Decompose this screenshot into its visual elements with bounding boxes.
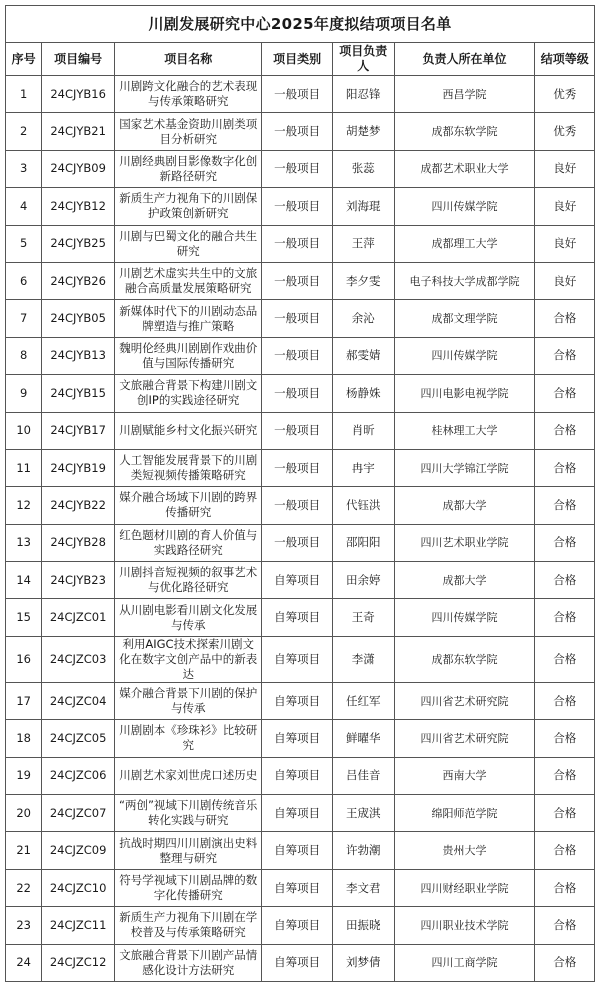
cell-grade: 合格 xyxy=(535,832,595,869)
cell-leader: 邵阳阳 xyxy=(332,524,394,561)
table-row xyxy=(6,150,595,187)
cell-leader: 杨静姝 xyxy=(332,375,394,412)
cell-no: 23 xyxy=(6,907,42,944)
table-row xyxy=(6,795,595,832)
cell-category: 一般项目 xyxy=(262,487,332,524)
table-row xyxy=(6,832,595,869)
cell-no: 24 xyxy=(6,944,42,981)
cell-leader: 郝雯婧 xyxy=(332,337,394,374)
cell-name: “两创”视域下川剧传统音乐转化实践与研究 xyxy=(114,795,262,832)
cell-code: 24CJYB05 xyxy=(42,300,115,337)
cell-code: 24CJZC03 xyxy=(42,636,115,682)
cell-category: 一般项目 xyxy=(262,337,332,374)
header-leader: 项目负责人 xyxy=(332,43,394,76)
table-row xyxy=(6,907,595,944)
table-row xyxy=(6,682,595,719)
cell-leader: 余沁 xyxy=(332,300,394,337)
cell-code: 24CJZC10 xyxy=(42,869,115,906)
cell-grade: 良好 xyxy=(535,262,595,299)
cell-leader: 任红军 xyxy=(332,682,394,719)
cell-grade: 良好 xyxy=(535,225,595,262)
cell-leader: 王宬淇 xyxy=(332,795,394,832)
cell-grade: 合格 xyxy=(535,869,595,906)
cell-category: 一般项目 xyxy=(262,524,332,561)
cell-category: 自筹项目 xyxy=(262,636,332,682)
table-row xyxy=(6,487,595,524)
cell-category: 自筹项目 xyxy=(262,562,332,599)
document-page xyxy=(5,5,595,982)
cell-no: 4 xyxy=(6,188,42,225)
table-row xyxy=(6,757,595,794)
cell-name: 川剧抖音短视频的叙事艺术与优化路径研究 xyxy=(114,562,262,599)
header-no: 序号 xyxy=(6,43,42,76)
cell-category: 一般项目 xyxy=(262,412,332,449)
cell-leader: 刘海琨 xyxy=(332,188,394,225)
cell-unit: 四川艺术职业学院 xyxy=(394,524,535,561)
cell-grade: 良好 xyxy=(535,150,595,187)
table-row xyxy=(6,262,595,299)
cell-name: 新质生产力视角下的川剧保护政策创新研究 xyxy=(114,188,262,225)
table-row xyxy=(6,562,595,599)
cell-category: 一般项目 xyxy=(262,300,332,337)
cell-category: 一般项目 xyxy=(262,113,332,150)
table-row xyxy=(6,225,595,262)
cell-grade: 合格 xyxy=(535,720,595,757)
cell-no: 7 xyxy=(6,300,42,337)
cell-grade: 合格 xyxy=(535,524,595,561)
cell-grade: 良好 xyxy=(535,188,595,225)
cell-no: 6 xyxy=(6,262,42,299)
cell-no: 14 xyxy=(6,562,42,599)
cell-unit: 成都文理学院 xyxy=(394,300,535,337)
cell-no: 19 xyxy=(6,757,42,794)
cell-no: 2 xyxy=(6,113,42,150)
cell-code: 24CJYB28 xyxy=(42,524,115,561)
cell-unit: 四川省艺术研究院 xyxy=(394,720,535,757)
cell-category: 一般项目 xyxy=(262,188,332,225)
cell-name: 川剧艺术虚实共生中的文旅融合高质量发展策略研究 xyxy=(114,262,262,299)
cell-grade: 合格 xyxy=(535,907,595,944)
cell-name: 川剧与巴蜀文化的融合共生研究 xyxy=(114,225,262,262)
cell-unit: 四川大学锦江学院 xyxy=(394,449,535,486)
cell-grade: 合格 xyxy=(535,757,595,794)
cell-no: 11 xyxy=(6,449,42,486)
title-row xyxy=(6,6,595,43)
cell-code: 24CJZC11 xyxy=(42,907,115,944)
cell-no: 13 xyxy=(6,524,42,561)
cell-unit: 四川电影电视学院 xyxy=(394,375,535,412)
cell-leader: 王萍 xyxy=(332,225,394,262)
cell-code: 24CJYB26 xyxy=(42,262,115,299)
cell-grade: 合格 xyxy=(535,487,595,524)
cell-grade: 合格 xyxy=(535,449,595,486)
cell-name: 川剧赋能乡村文化振兴研究 xyxy=(114,412,262,449)
cell-code: 24CJYB23 xyxy=(42,562,115,599)
cell-code: 24CJYB17 xyxy=(42,412,115,449)
cell-category: 自筹项目 xyxy=(262,907,332,944)
cell-unit: 四川财经职业学院 xyxy=(394,869,535,906)
cell-grade: 合格 xyxy=(535,636,595,682)
cell-unit: 电子科技大学成都学院 xyxy=(394,262,535,299)
cell-category: 一般项目 xyxy=(262,76,332,113)
cell-name: 媒介融合场域下川剧的跨界传播研究 xyxy=(114,487,262,524)
cell-unit: 桂林理工大学 xyxy=(394,412,535,449)
cell-name: 魏明伦经典川剧剧作戏曲价值与国际传播研究 xyxy=(114,337,262,374)
cell-grade: 合格 xyxy=(535,795,595,832)
cell-grade: 合格 xyxy=(535,300,595,337)
header-grade: 结项等级 xyxy=(535,43,595,76)
cell-leader: 阳忍锋 xyxy=(332,76,394,113)
cell-code: 24CJYB15 xyxy=(42,375,115,412)
cell-no: 1 xyxy=(6,76,42,113)
cell-category: 自筹项目 xyxy=(262,869,332,906)
cell-name: 抗战时期四川川剧演出史料整理与研究 xyxy=(114,832,262,869)
header-code: 项目编号 xyxy=(42,43,115,76)
cell-grade: 合格 xyxy=(535,375,595,412)
cell-name: 媒介融合背景下川剧的保护与传承 xyxy=(114,682,262,719)
cell-grade: 合格 xyxy=(535,599,595,636)
cell-name: 川剧艺术家刘世虎口述历史 xyxy=(114,757,262,794)
cell-code: 24CJZC12 xyxy=(42,944,115,981)
cell-unit: 成都艺术职业大学 xyxy=(394,150,535,187)
cell-leader: 李潇 xyxy=(332,636,394,682)
cell-leader: 鲜曜华 xyxy=(332,720,394,757)
cell-name: 文旅融合背景下构建川剧文创IP的实践途径研究 xyxy=(114,375,262,412)
cell-code: 24CJZC01 xyxy=(42,599,115,636)
cell-leader: 王奇 xyxy=(332,599,394,636)
cell-name: 川剧跨文化融合的艺术表现与传承策略研究 xyxy=(114,76,262,113)
cell-unit: 四川工商学院 xyxy=(394,944,535,981)
cell-code: 24CJZC06 xyxy=(42,757,115,794)
cell-grade: 合格 xyxy=(535,412,595,449)
cell-no: 12 xyxy=(6,487,42,524)
cell-no: 10 xyxy=(6,412,42,449)
cell-category: 一般项目 xyxy=(262,375,332,412)
cell-unit: 四川省艺术研究院 xyxy=(394,682,535,719)
cell-category: 一般项目 xyxy=(262,225,332,262)
table-row xyxy=(6,113,595,150)
cell-grade: 合格 xyxy=(535,562,595,599)
project-list-table xyxy=(5,5,595,982)
table-row xyxy=(6,524,595,561)
cell-category: 一般项目 xyxy=(262,150,332,187)
cell-grade: 优秀 xyxy=(535,76,595,113)
table-row xyxy=(6,449,595,486)
cell-no: 17 xyxy=(6,682,42,719)
cell-grade: 合格 xyxy=(535,682,595,719)
cell-grade: 优秀 xyxy=(535,113,595,150)
cell-category: 自筹项目 xyxy=(262,682,332,719)
cell-leader: 张蕊 xyxy=(332,150,394,187)
cell-name: 新媒体时代下的川剧动态品牌塑造与推广策略 xyxy=(114,300,262,337)
cell-no: 22 xyxy=(6,869,42,906)
cell-category: 一般项目 xyxy=(262,262,332,299)
cell-code: 24CJYB25 xyxy=(42,225,115,262)
cell-unit: 四川传媒学院 xyxy=(394,337,535,374)
cell-leader: 刘梦倩 xyxy=(332,944,394,981)
cell-name: 人工智能发展背景下的川剧类短视频传播策略研究 xyxy=(114,449,262,486)
cell-unit: 成都理工大学 xyxy=(394,225,535,262)
cell-name: 新质生产力视角下川剧在学校普及与传承策略研究 xyxy=(114,907,262,944)
cell-unit: 四川职业技术学院 xyxy=(394,907,535,944)
cell-code: 24CJYB16 xyxy=(42,76,115,113)
cell-leader: 冉宇 xyxy=(332,449,394,486)
cell-name: 川剧剧本《珍珠衫》比较研究 xyxy=(114,720,262,757)
cell-code: 24CJZC09 xyxy=(42,832,115,869)
cell-no: 5 xyxy=(6,225,42,262)
cell-unit: 成都大学 xyxy=(394,487,535,524)
cell-leader: 胡楚梦 xyxy=(332,113,394,150)
cell-unit: 四川传媒学院 xyxy=(394,599,535,636)
cell-code: 24CJZC04 xyxy=(42,682,115,719)
header-row xyxy=(6,43,595,76)
cell-unit: 成都东软学院 xyxy=(394,113,535,150)
cell-no: 15 xyxy=(6,599,42,636)
cell-leader: 田振晓 xyxy=(332,907,394,944)
cell-code: 24CJYB21 xyxy=(42,113,115,150)
table-row xyxy=(6,76,595,113)
cell-no: 20 xyxy=(6,795,42,832)
table-row xyxy=(6,412,595,449)
cell-leader: 李夕雯 xyxy=(332,262,394,299)
cell-no: 3 xyxy=(6,150,42,187)
header-unit: 负责人所在单位 xyxy=(394,43,535,76)
cell-unit: 成都大学 xyxy=(394,562,535,599)
cell-leader: 田余婷 xyxy=(332,562,394,599)
cell-unit: 绵阳师范学院 xyxy=(394,795,535,832)
cell-leader: 肖昕 xyxy=(332,412,394,449)
header-category: 项目类别 xyxy=(262,43,332,76)
cell-name: 国家艺术基金资助川剧类项目分析研究 xyxy=(114,113,262,150)
cell-code: 24CJYB13 xyxy=(42,337,115,374)
cell-unit: 西昌学院 xyxy=(394,76,535,113)
cell-name: 利用AIGC技术探索川剧文化在数字文创产品中的新表达 xyxy=(114,636,262,682)
cell-category: 自筹项目 xyxy=(262,720,332,757)
cell-code: 24CJZC07 xyxy=(42,795,115,832)
cell-name: 符号学视域下川剧品牌的数字化传播研究 xyxy=(114,869,262,906)
cell-category: 自筹项目 xyxy=(262,757,332,794)
table-title: 川剧发展研究中心2025年度拟结项项目名单 xyxy=(6,6,595,43)
table-row xyxy=(6,944,595,981)
table-row xyxy=(6,375,595,412)
cell-category: 自筹项目 xyxy=(262,599,332,636)
cell-name: 文旅融合背景下川剧产品情感化设计方法研究 xyxy=(114,944,262,981)
cell-grade: 合格 xyxy=(535,944,595,981)
table-row xyxy=(6,599,595,636)
cell-leader: 许勃潮 xyxy=(332,832,394,869)
cell-no: 18 xyxy=(6,720,42,757)
table-row xyxy=(6,188,595,225)
cell-leader: 代钰洪 xyxy=(332,487,394,524)
header-name: 项目名称 xyxy=(114,43,262,76)
cell-code: 24CJYB22 xyxy=(42,487,115,524)
table-row xyxy=(6,300,595,337)
cell-no: 9 xyxy=(6,375,42,412)
cell-category: 自筹项目 xyxy=(262,795,332,832)
cell-no: 21 xyxy=(6,832,42,869)
table-row xyxy=(6,337,595,374)
cell-unit: 四川传媒学院 xyxy=(394,188,535,225)
cell-no: 8 xyxy=(6,337,42,374)
table-row xyxy=(6,869,595,906)
cell-unit: 西南大学 xyxy=(394,757,535,794)
cell-unit: 贵州大学 xyxy=(394,832,535,869)
cell-category: 自筹项目 xyxy=(262,944,332,981)
cell-no: 16 xyxy=(6,636,42,682)
cell-name: 红色题材川剧的育人价值与实践路径研究 xyxy=(114,524,262,561)
table-body xyxy=(6,76,595,982)
cell-grade: 合格 xyxy=(535,337,595,374)
table-row xyxy=(6,720,595,757)
cell-name: 川剧经典剧目影像数字化创新路径研究 xyxy=(114,150,262,187)
cell-name: 从川剧电影看川剧文化发展与传承 xyxy=(114,599,262,636)
cell-leader: 李文君 xyxy=(332,869,394,906)
cell-category: 一般项目 xyxy=(262,449,332,486)
cell-code: 24CJYB09 xyxy=(42,150,115,187)
cell-unit: 成都东软学院 xyxy=(394,636,535,682)
cell-code: 24CJYB12 xyxy=(42,188,115,225)
cell-code: 24CJZC05 xyxy=(42,720,115,757)
table-row xyxy=(6,636,595,682)
cell-code: 24CJYB19 xyxy=(42,449,115,486)
cell-leader: 吕佳音 xyxy=(332,757,394,794)
cell-category: 自筹项目 xyxy=(262,832,332,869)
